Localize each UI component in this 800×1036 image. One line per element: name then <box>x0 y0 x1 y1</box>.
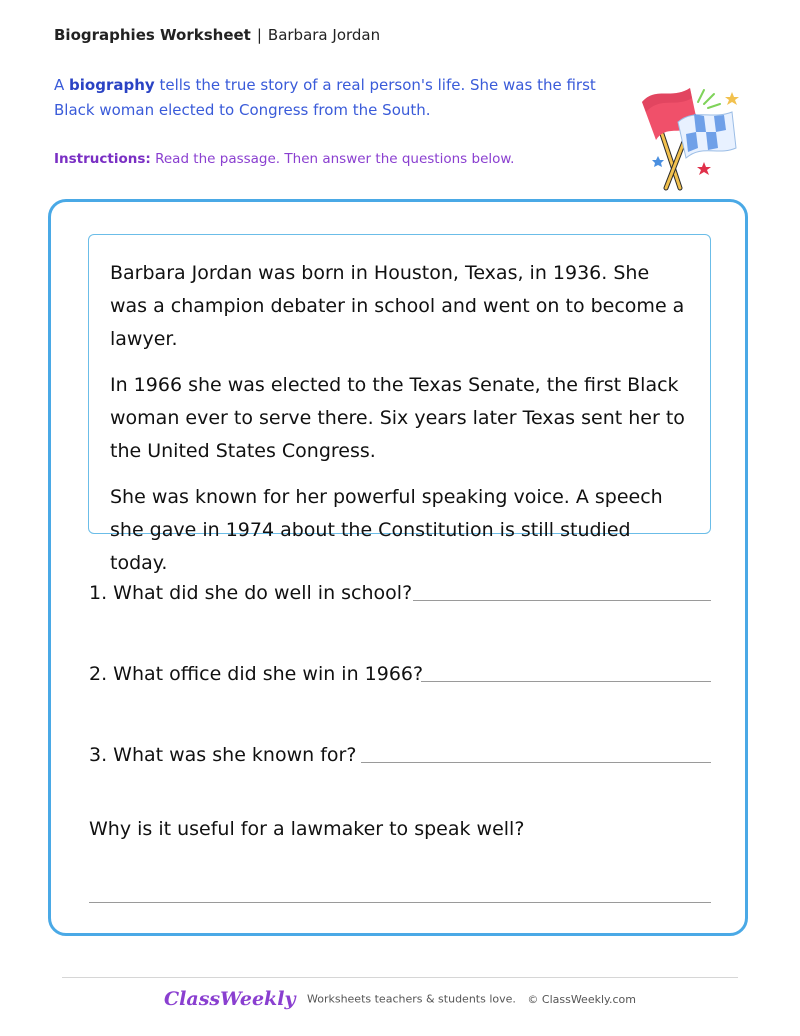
footer-tagline: Worksheets teachers & students love. <box>306 992 516 1006</box>
question-2: 2. What office did she win in 1966? <box>89 663 424 685</box>
question-3: 3. What was she known for? <box>89 744 357 766</box>
answer-line-4[interactable] <box>89 902 711 903</box>
reading-passage <box>88 234 711 574</box>
footer <box>0 988 800 1010</box>
crossed-flags-icon <box>632 82 742 194</box>
passage-paragraph: Barbara Jordan was born in Houston, Texas, in 1936. She was a champion debater in school and went on to become a lawyer. <box>110 262 685 350</box>
brand-logo: ClassWeekly <box>164 988 296 1010</box>
worksheet-title: Biographies Worksheet <box>54 26 251 44</box>
header-separator: | <box>256 26 262 44</box>
question-4: Why is it useful for a lawmaker to speak well? <box>89 818 525 840</box>
intro-text <box>54 73 614 123</box>
answer-line-3[interactable] <box>361 762 711 763</box>
passage-paragraph: In 1966 she was elected to the Texas Senate, the first Black woman ever to serve there. Six years later Texas sent her to the United States Congress. <box>110 374 685 462</box>
footer-divider <box>62 977 738 978</box>
answer-line-2[interactable] <box>421 681 711 682</box>
worksheet-subject: Barbara Jordan <box>267 26 381 44</box>
passage-paragraph: She was known for her powerful speaking voice. A speech she gave in 1974 about the Constitution is still studied today. <box>110 486 663 574</box>
worksheet-header <box>54 26 380 44</box>
intro-term: biography <box>69 76 155 94</box>
intro-article: A <box>54 76 65 94</box>
footer-copyright: © ClassWeekly.com <box>527 992 636 1006</box>
answer-line-1[interactable] <box>413 600 711 601</box>
instructions <box>54 151 514 167</box>
question-1: 1. What did she do well in school? <box>89 582 413 604</box>
intro-rest: tells the true story of a real person's life. She was the first Black woman elected to Congress from the South. <box>54 76 596 119</box>
instructions-label: Instructions: <box>54 151 151 167</box>
instructions-text: Read the passage. Then answer the questions below. <box>155 151 515 167</box>
